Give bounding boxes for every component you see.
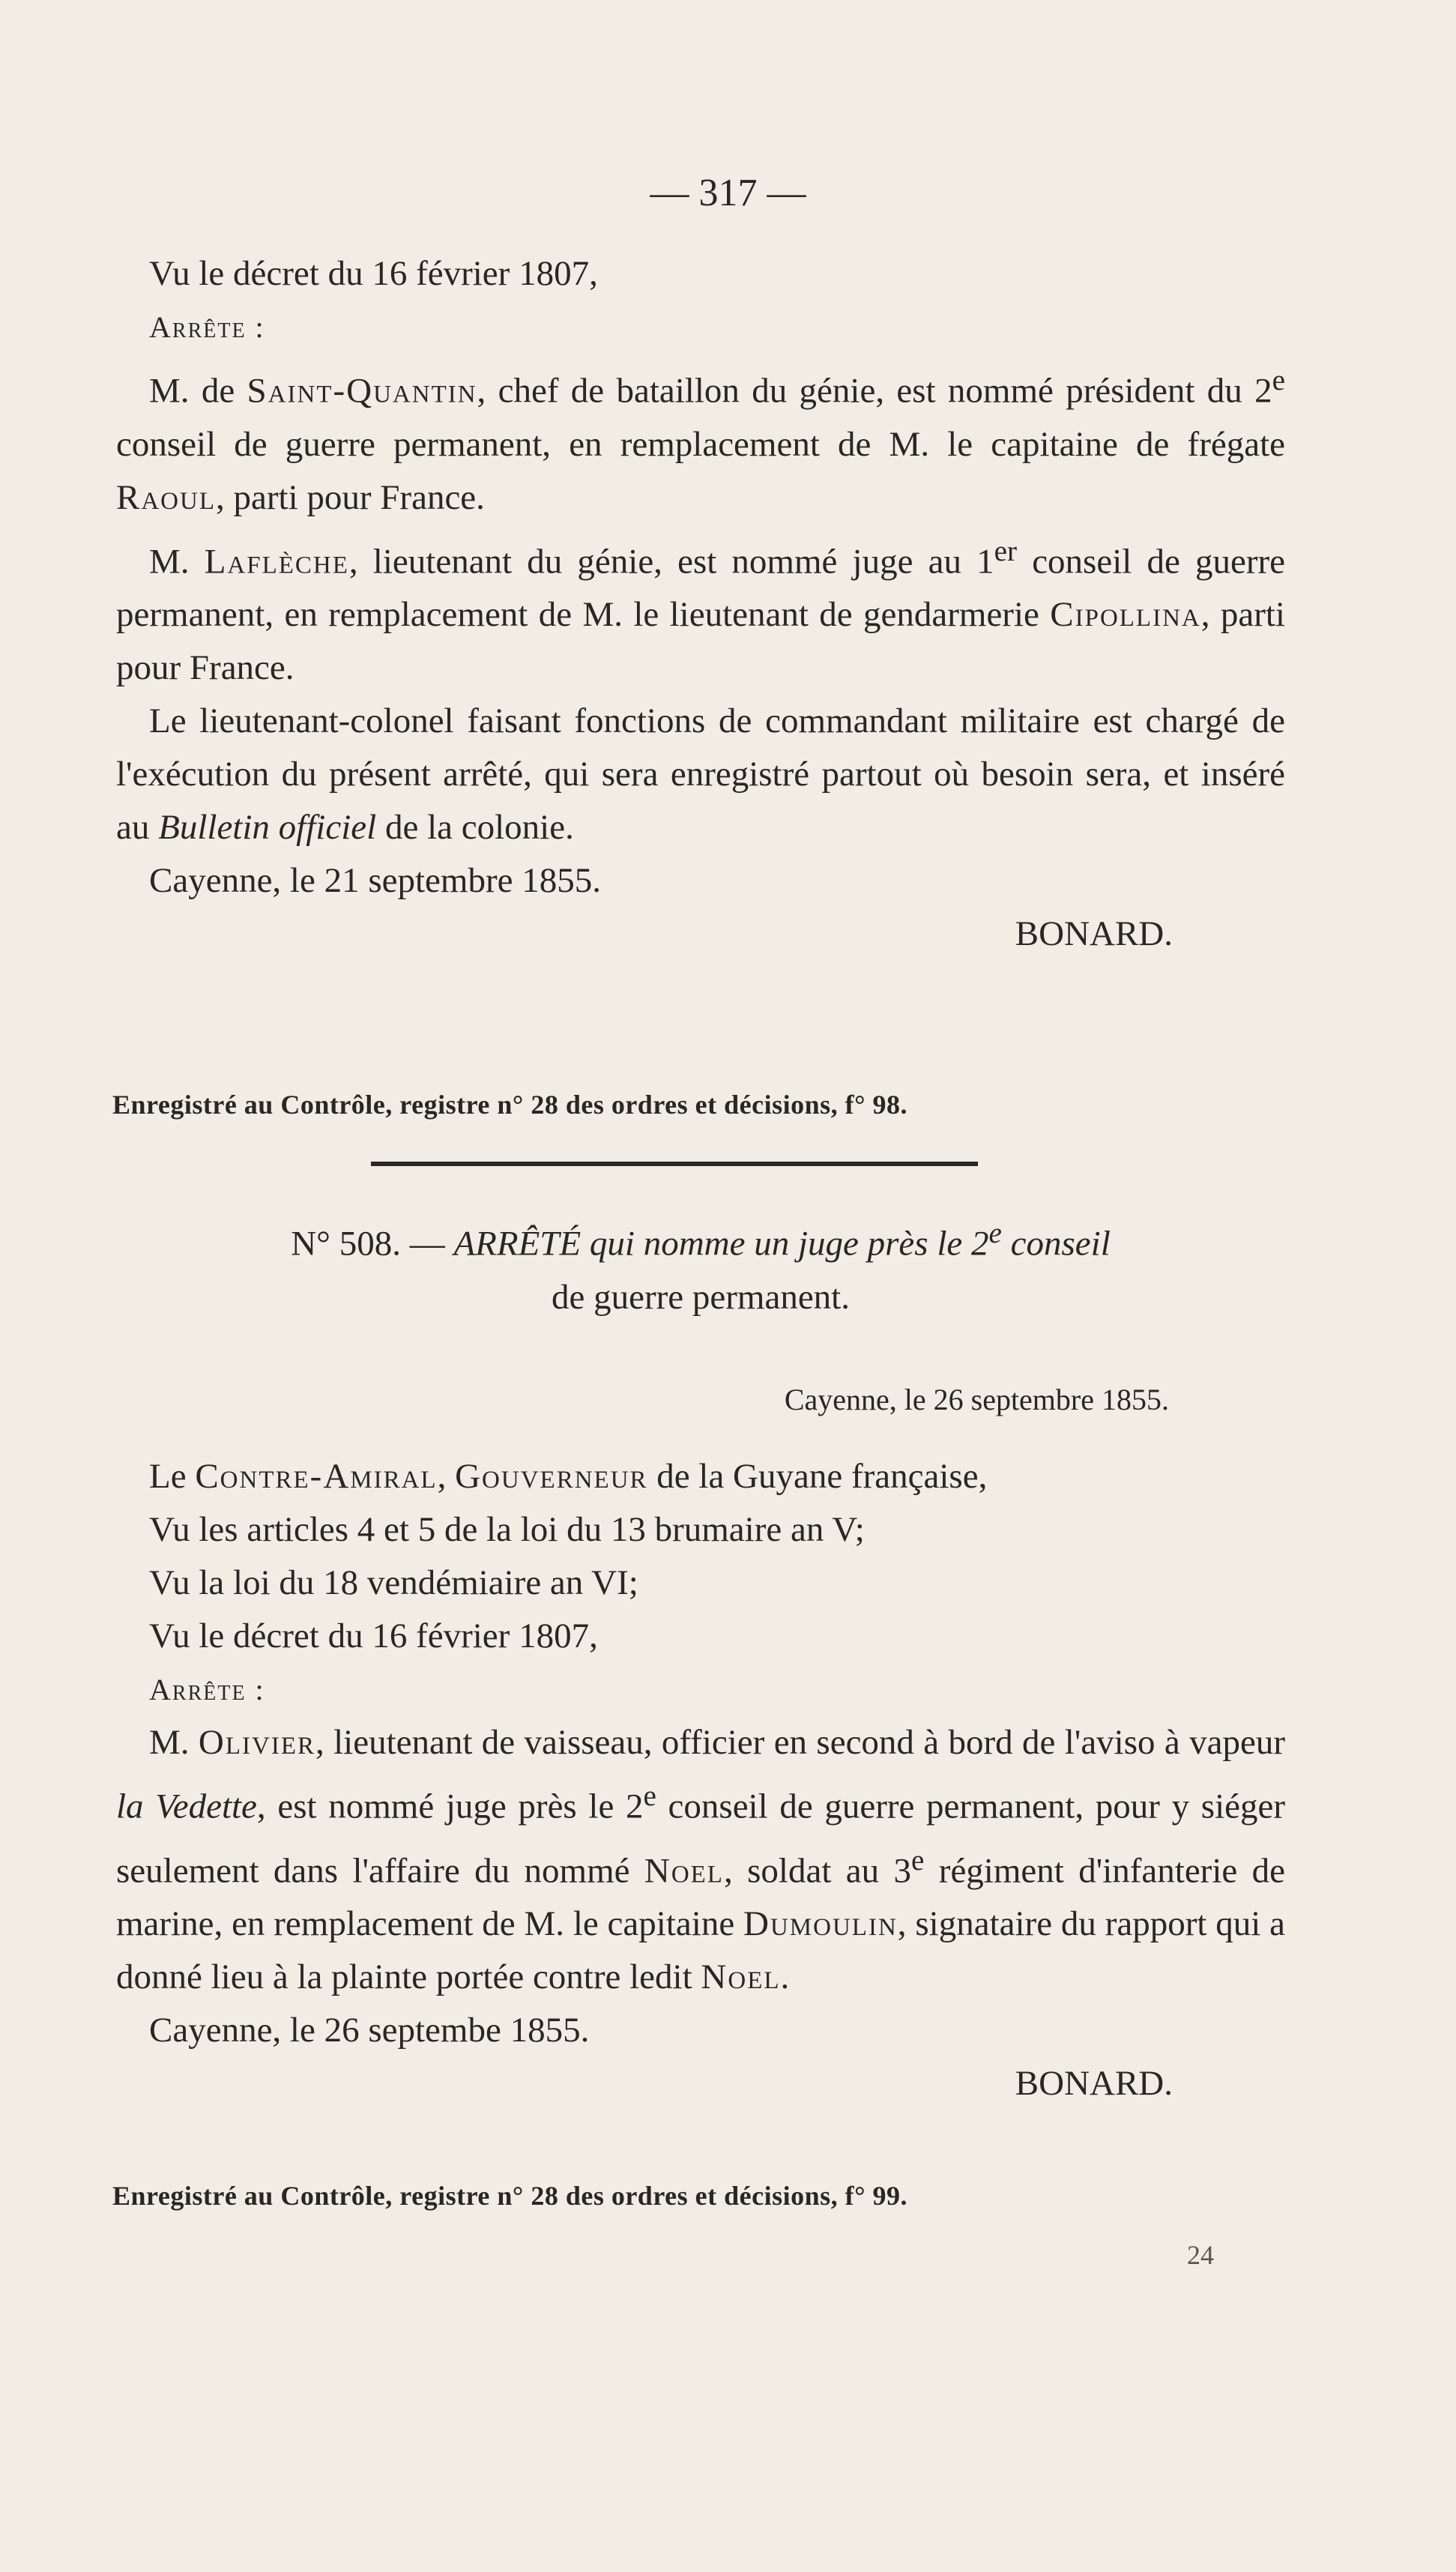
dateline: Cayenne, le 26 septembre 1855. (784, 1383, 1169, 1416)
section-divider (371, 1162, 978, 1166)
section-1 (116, 247, 1285, 961)
signature: BONARD. (1015, 914, 1173, 954)
paragraph-execution: Le lieutenant-colonel faisant fonctions de commandant militaire est chargé de l'exécution du présent arrêté, qui sera enregistré partout où besoin sera, et inséré au Bulletin officiel de la colonie. (116, 701, 1285, 848)
governor-line: Le Contre-Amiral, Gouverneur de la Guyane française, (149, 1457, 988, 1496)
registration-note-1: Enregistré au Contrôle, registre n° 28 des ordres et décisions, f° 98. (112, 1090, 908, 1120)
date-line: Cayenne, le 21 septembre 1855. (149, 861, 601, 901)
date-line-2: Cayenne, le 26 septembe 1855. (149, 2011, 590, 2050)
signature-mark: 24 (1187, 2240, 1214, 2270)
section-2 (116, 1207, 1285, 1324)
paragraph-olivier: M. Olivier, lieutenant de vaisseau, officier en second à bord de l'aviso à vapeur la Vedette, est nommé juge près le 2e conseil de guerre permanent, pour y siéger seulement dans l'affaire du nommé Noel, soldat au 3e régiment d'infanterie de marine, en remplacement de M. le capitaine Dumoulin, signataire du rapport qui a donné lieu à la plainte portée contre ledit Noel. (116, 1723, 1285, 1997)
registration-note-2: Enregistré au Contrôle, registre n° 28 des ordres et décisions, f° 99. (112, 2181, 908, 2211)
vu-decret-line: Vu le décret du 16 février 1807, (149, 1616, 598, 1655)
decret-line: Vu le décret du 16 février 1807, (149, 254, 598, 293)
paragraph-lafleche: M. Laflèche, lieutenant du génie, est nommé juge au 1er conseil de guerre permanent, en remplacement de M. le lieutenant de gendarmerie Cipollina, parti pour France. (116, 534, 1285, 688)
signature-2: BONARD. (1015, 2064, 1173, 2104)
arrete-heading-2: Arrête : (149, 1673, 265, 1706)
arrete-heading: Arrête : (149, 310, 265, 344)
section-2-body (116, 1450, 1285, 2110)
paragraph-saint-quantin: M. de Saint-Quantin, chef de bataillon du génie, est nommé président du 2e conseil de guerre permanent, en remplacement de M. le capitaine de frégate Raoul, parti pour France. (116, 364, 1285, 517)
vu-articles-line: Vu les articles 4 et 5 de la loi du 13 brumaire an V; (149, 1510, 865, 1549)
vu-loi-line: Vu la loi du 18 vendémiaire an VI; (149, 1563, 638, 1602)
arrete-title-line2: de guerre permanent. (552, 1277, 850, 1317)
page-number: — 317 — (650, 172, 806, 214)
arrete-title: N° 508. — ARRÊTÉ qui nomme un juge près le 2e conseil (291, 1217, 1111, 1264)
